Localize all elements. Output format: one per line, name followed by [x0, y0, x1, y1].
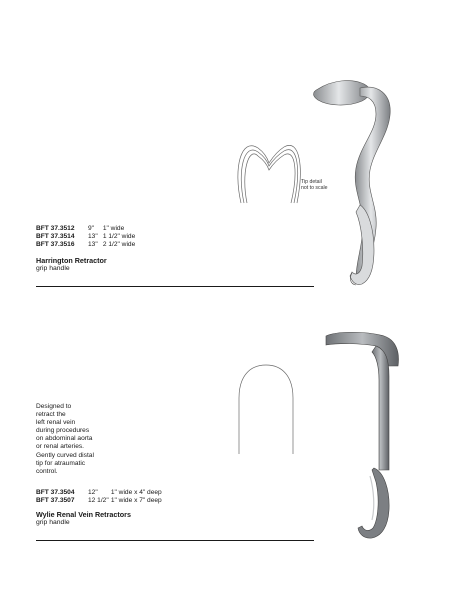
length: 13"	[88, 241, 98, 249]
wylie-spec-table	[36, 489, 162, 505]
description-line: Gently curved distal	[36, 451, 94, 459]
product-name: Harrington Retractor	[36, 256, 107, 265]
description-line: control.	[36, 467, 58, 475]
description-line: on abdominal aorta	[36, 435, 93, 443]
length: 13"	[88, 233, 98, 241]
tip-note-line: not to scale	[301, 185, 328, 192]
tip-note-line: Tip detail	[301, 179, 322, 185]
description-line: or renal arteries.	[36, 443, 85, 451]
size: 1" wide x 4" deep	[110, 489, 162, 496]
size: 1" wide x 7" deep	[110, 497, 162, 505]
catalog-number: BFT 37.3514	[36, 233, 75, 241]
spec-row	[36, 489, 162, 497]
length: 9"	[88, 225, 95, 232]
size: 2 1/2" wide	[102, 241, 136, 249]
description-line: tip for atraumatic	[36, 459, 86, 467]
description-line: during procedures	[36, 427, 90, 435]
size: 1" wide	[102, 225, 125, 232]
size: 1 1/2" wide	[102, 233, 136, 241]
product-name: Wylie Renal Vein Retractors	[36, 510, 131, 519]
length: 12"	[88, 489, 98, 496]
description-line: Designed to	[36, 403, 72, 410]
product-subtitle: grip handle	[36, 519, 70, 526]
section-divider	[36, 540, 314, 541]
catalog-number: BFT 37.3512	[36, 225, 75, 232]
wylie-description	[36, 403, 94, 476]
description-line: retract the	[36, 411, 66, 419]
catalog-number: BFT 37.3516	[36, 241, 75, 249]
catalog-number: BFT 37.3507	[36, 497, 75, 505]
catalog-number: BFT 37.3504	[36, 489, 75, 496]
length: 12 1/2"	[88, 497, 109, 505]
spec-row	[36, 497, 162, 505]
description-line: left renal vein	[36, 419, 76, 427]
product-subtitle: grip handle	[36, 265, 70, 272]
